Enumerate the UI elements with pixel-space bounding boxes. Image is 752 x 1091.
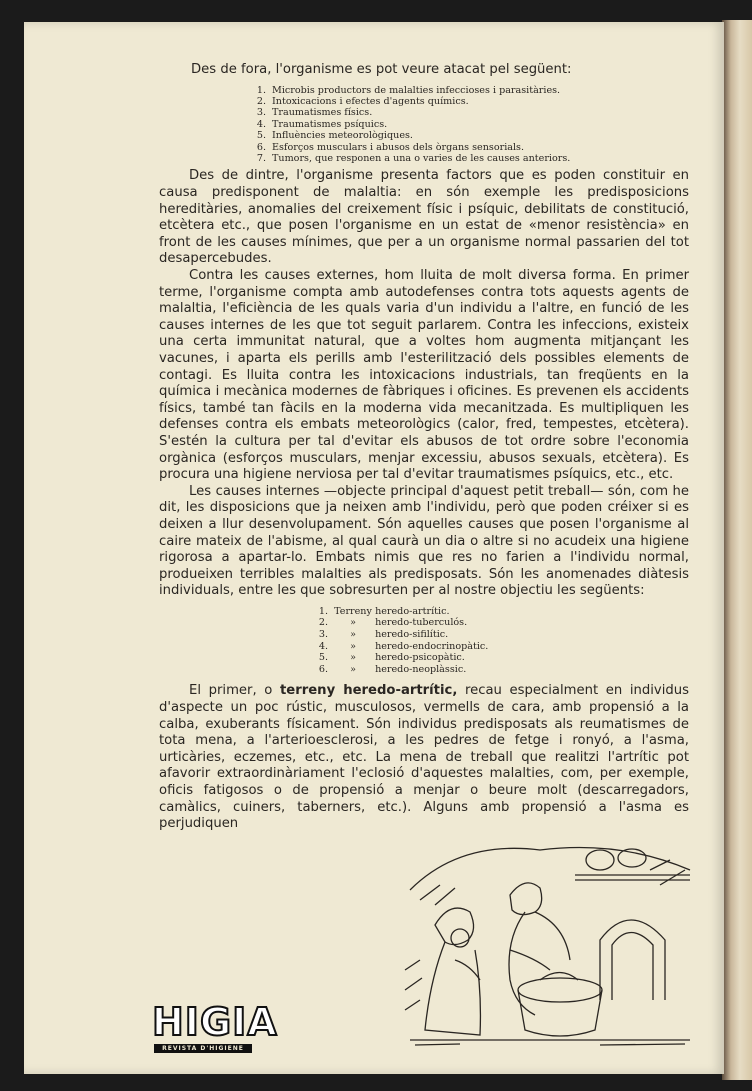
potter-illustration [400, 830, 700, 1050]
list-item: 4. Traumatismes psíquics. [256, 118, 388, 130]
list-item: 3. » heredo-sifilític. [318, 629, 449, 641]
term-highlight: terreny heredo-artrític, [279, 683, 458, 699]
higia-logo: HIGIA REVISTA D'HIGIENE [152, 1000, 278, 1052]
paragraph-artritic: El primer, o terreny heredo-artrític, recau especialment en individus d'aspecte un poc rústic, musculosos, vermells de cara, amb propensió a la calba, exuberants físicament. Són individus predisposats als reumatismes de tota mena, a l'arterioesclerosi, a les pedres de fetge i ronyó, a l'asma, urticàries, eczemes, etc., etc. La mena de treball que realitzi l'artrític pot afavorir extraordinàriament l'eclosió d'aquestes malalties, com, per exemple, oficis fatigosos o de propensió a menjar o beure molt (descarregadors, camàlics, cuiners, taberners, etc.). Alguns amb propensió a l'asma es perjudiquen [159, 683, 690, 832]
list-item: 7. Tumors, que responen a una o varies de les causes anteriors. [256, 153, 571, 165]
list-item: 6. » heredo-neoplàssic. [318, 663, 467, 675]
list-item: 5. Influències meteorològiques. [256, 130, 413, 142]
intro-line: Des de fora, l'organisme es pot veure atacat pel següent: [191, 62, 572, 77]
list-item: 5. » heredo-psicopàtic. [318, 652, 465, 664]
article-body [159, 62, 689, 833]
paragraph-internal-factors: Des de dintre, l'organisme presenta factors que es poden constituir en causa predisponent de malaltia: en són exemple les predisposicions hereditàries, anomalies del creixement físic i psíquic, debilitats de constitució, etcètera etc., que posen l'organisme en un estat de «menor resistència» en front de les causes mínimes, que per a un organisme normal passarien del tot desapercebudes. [159, 168, 689, 267]
book-spine [722, 20, 752, 1080]
list-item: 2. » heredo-tuberculós. [318, 617, 468, 629]
list-item: 1. Microbis productors de malalties infeccioses i parasitàries. [256, 84, 561, 96]
external-causes-list [159, 85, 689, 165]
list-item: 4. » heredo-endocrinopàtic. [318, 640, 489, 652]
list-item: 1. Terreny heredo-artrític. [318, 605, 450, 617]
list-item: 2. Intoxicacions i efectes d'agents químics. [256, 96, 469, 107]
terrains-list [159, 606, 689, 676]
paragraph-internal-causes: Les causes internes —objecte principal d'aquest petit treball— són, com he dit, les disposicions que ja neixen amb l'individu, però que poden créixer si es deixen a llur desenvolupament. Són aquelles causes que posen l'organisme al caire mateix de l'abisme, al qual caurà un dia o altre si no acudeix una higiene rigorosa a apartar-lo. Embats nimis que res no farien a l'individu normal, produeixen terribles malalties als predisposats. Són les anomenades diàtesis individuals, entre les que sobresurten per al nostre objectiu les següents: [159, 483, 689, 599]
paragraph-external-defenses: Contra les causes externes, hom lluita de molt diversa forma. En primer terme, l'organisme compta amb autodefenses contra tots aquests agents de malaltia, l'eficiència de les quals varia d'un individu a l'altre, en funció de les causes internes de les que tot seguit parlarem. Contra les infeccions, existeix una certa immunitat natural, que a voltes hom augmenta mitjançant les vacunes, i aparta els perills amb l'esterilització dels possibles elements de contagi. Es lluita contra les intoxicacions industrials, tan freqüents en la química i mecànica modernes de fàbriques i oficines. Es prevenen els accidents físics, també tan fàcils en la moderna vida mecanitzada. Es multipliquen les defenses contra els embats meteorològics (calor, fred, tempestes, etcètera). S'estén la cultura per tal d'evitar els abusos de tot ordre sobre l'economia orgànica (esforços musculars, menjar excessiu, abusos sexuals, etcètera). Es procura una higiene nerviosa per tal d'evitar traumatismes psíquics, etc., etc. [159, 268, 689, 483]
list-item: 6. Esforços musculars i abusos dels òrgans sensorials. [256, 141, 525, 153]
list-item: 3. Traumatismes físics. [256, 107, 373, 119]
